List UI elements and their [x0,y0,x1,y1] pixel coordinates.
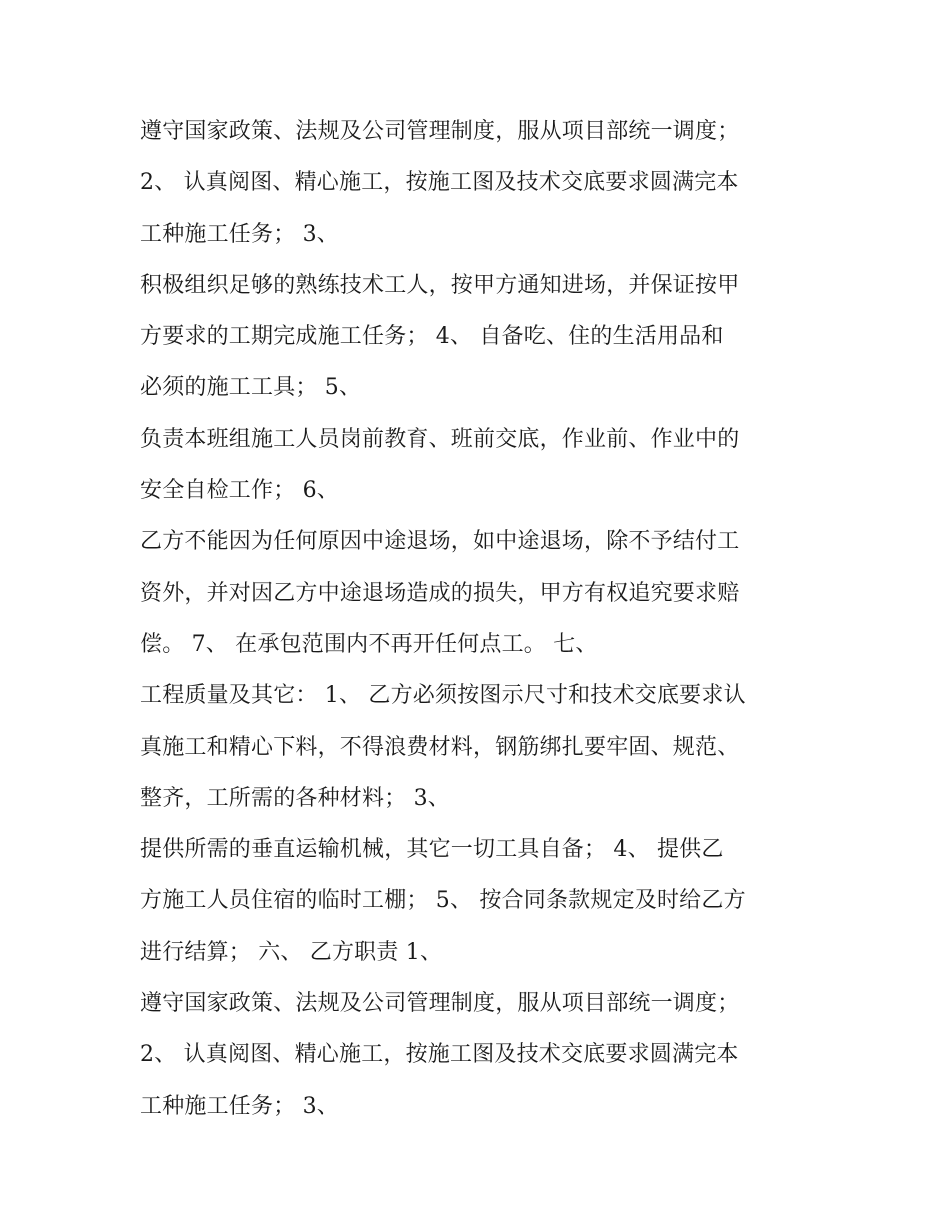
text-line: 提供所需的垂直运输机械，其它一切工具自备； 4、 提供乙 [140,837,724,863]
text-line: 2、 认真阅图、精心施工，按施工图及技术交底要求圆满完本 [140,1042,739,1068]
text-line: 必须的施工工具； 5、 [140,375,362,401]
text-line: 工程质量及其它： 1、 乙方必须按图示尺寸和技术交底要求认 [140,683,746,709]
document-body [140,106,830,1132]
text-line: 安全自检工作； 6、 [140,478,339,504]
text-line: 资外，并对因乙方中途退场造成的损失，甲方有权追究要求赔 [140,580,740,606]
text-line: 工种施工任务； 3、 [140,1093,339,1119]
text-line: 工种施工任务； 3、 [140,221,339,247]
text-line: 方施工人员住宿的临时工棚； 5、 按合同条款规定及时给乙方 [140,888,746,914]
text-line: 进行结算； 六、 乙方职责 1、 [140,939,443,965]
text-line: 2、 认真阅图、精心施工，按施工图及技术交底要求圆满完本 [140,170,739,196]
text-line: 遵守国家政策、法规及公司管理制度，服从项目部统一调度； [140,119,740,144]
text-line: 乙方不能因为任何原因中途退场，如中途退场，除不予结付工 [140,529,740,555]
text-line: 整齐，工所需的各种材料； 3、 [140,785,450,811]
text-line: 遵守国家政策、法规及公司管理制度，服从项目部统一调度； [140,991,740,1017]
text-line: 偿。 7、 在承包范围内不再开任何点工。 七、 [140,631,598,657]
text-line: 负责本班组施工人员岗前教育、班前交底，作业前、作业中的 [140,426,740,452]
text-line: 方要求的工期完成施工任务； 4、 自备吃、住的生活用品和 [140,324,724,350]
text-line: 积极组织足够的熟练技术工人，按甲方通知进场，并保证按甲 [140,272,740,298]
text-line: 真施工和精心下料，不得浪费材料，钢筋绑扎要牢固、规范、 [140,734,740,760]
